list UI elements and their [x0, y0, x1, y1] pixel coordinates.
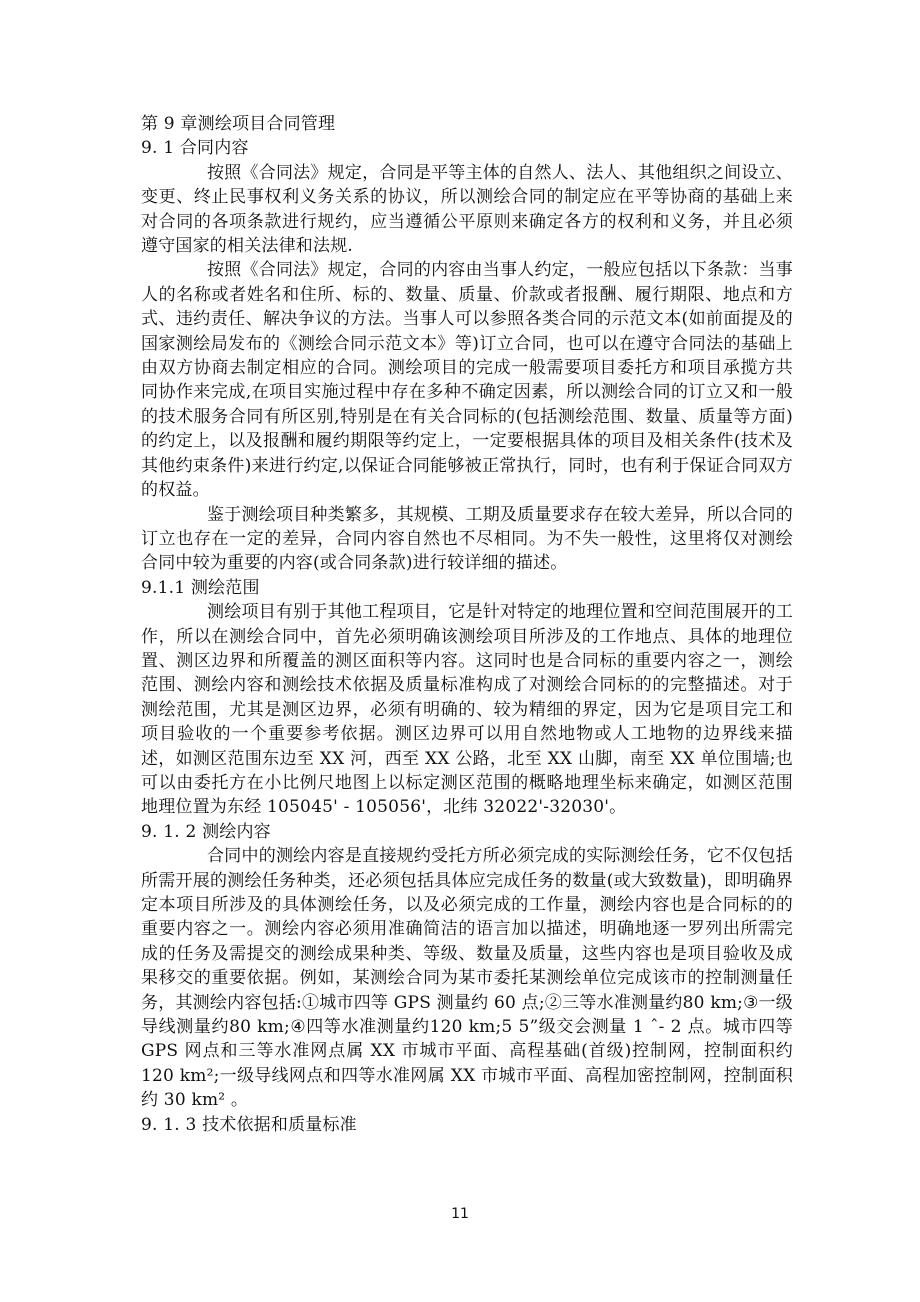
section-heading-9-1: 9. 1 合同内容 — [141, 138, 249, 159]
paragraph: 测绘项目有别于其他工程项目，它是针对特定的地理位置和空间范围展开的工作，所以在测绘合同中，首先必须明确该测绘项目所涉及的工作地点、具体的地理位置、测区边界和所覆盖的测区面积等内容。这同时也是合同标的重要内容之一，测绘范围、测绘内容和测绘技术依据及质量标准构成了对测绘合同标的的完整描述。对于测绘范围，尤其是测区边界，必须有明确的、较为精细的界定，因为它是项目完工和项目验收的一个重要参考依据。测区边界可以用自然地物或人工地物的边界线来描述，如测区范围东边至 XX 河，西至 XX 公路，北至 XX 山脚，南至 XX 单位围墙;也可以由委托方在小比例尺地图上以标定测区范围的概略地理坐标来确定，如测区范围地理位置为东经 105045' - 105056'，北纬 32022'-32030'。 — [141, 602, 793, 818]
section-heading-9-1-3: 9. 1. 3 技术依据和质量标准 — [141, 1114, 357, 1135]
section-heading-9-1-1: 9.1.1 测绘范围 — [141, 577, 260, 598]
paragraph: 按照《合同法》规定，合同的内容由当事人约定，一般应包括以下条款：当事人的名称或者姓名和住所、标的、数量、质量、价款或者报酬、履行期限、地点和方式、违约责任、解决争议的方法。当事人可以参照各类合同的示范文本(如前面提及的国家测绘局发布的《测绘合同示范文本》等)订立合同，也可以在遵守合同法的基础上由双方协商去制定相应的合同。测绘项目的完成一般需要项目委托方和项目承揽方共同协作来完成,在项目实施过程中存在多种不确定因素，所以测绘合同的订立又和一般的技术服务合同有所区别,特别是在有关合同标的(包括测绘范围、数量、质量等方面)的约定上，以及报酬和履约期限等约定上，一定要根据具体的项目及相关条件(技术及其他约束条件)来进行约定,以保证合同能够被正常执行，同时，也有利于保证合同双方的权益。 — [141, 260, 793, 501]
chapter-title: 第 9 章测绘项目合同管理 — [141, 114, 336, 134]
page-number: 11 — [451, 1206, 469, 1222]
paragraph: 合同中的测绘内容是直接规约受托方所必须完成的实际测绘任务，它不仅包括所需开展的测绘任务种类，还必须包括具体应完成任务的数量(或大致数量)，即明确界定本项目所涉及的具体测绘任务，以及必须完成的工作量，测绘内容也是合同标的的重要内容之一。测绘内容必须用准确简洁的语言加以描述，明确地逐一罗列出所需完成的任务及需提交的测绘成果种类、等级、数量及质量，这些内容也是项目验收及成果移交的重要依据。例如，某测绘合同为某市委托某测绘单位完成该市的控制测量任务，其测绘内容包括:①城市四等 GPS 测量约 60 点;②三等水准测量约80 km;③一级导线测量约80 km;④四等水准测量约120 km;5 5”级交会测量 1 ˆ- 2 点。城市四等 GPS 网点和三等水准网点属 XX 市城市平面、高程基础(首级)控制网，控制面积约 120 km²;一级导线网点和四等水准网属 XX 市城市平面、高程加密控制网，控制面积约 30 km² 。 — [141, 846, 793, 1111]
section-heading-9-1-2: 9. 1. 2 测绘内容 — [141, 821, 271, 842]
paragraph: 按照《合同法》规定，合同是平等主体的自然人、法人、其他组织之间设立、变更、终止民事权利义务关系的协议，所以测绘合同的制定应在平等协商的基础上来对合同的各项条款进行规约，应当遵循公平原则来确定各方的权利和义务，并且必须遵守国家的相关法律和法规. — [141, 162, 793, 257]
paragraph: 鉴于测绘项目种类繁多，其规模、工期及质量要求存在较大差异，所以合同的订立也存在一定的差异，合同内容自然也不尽相同。为不失一般性，这里将仅对测绘合同中较为重要的内容(或合同条款)进行较详细的描述。 — [141, 504, 793, 574]
document-body — [141, 112, 793, 1137]
